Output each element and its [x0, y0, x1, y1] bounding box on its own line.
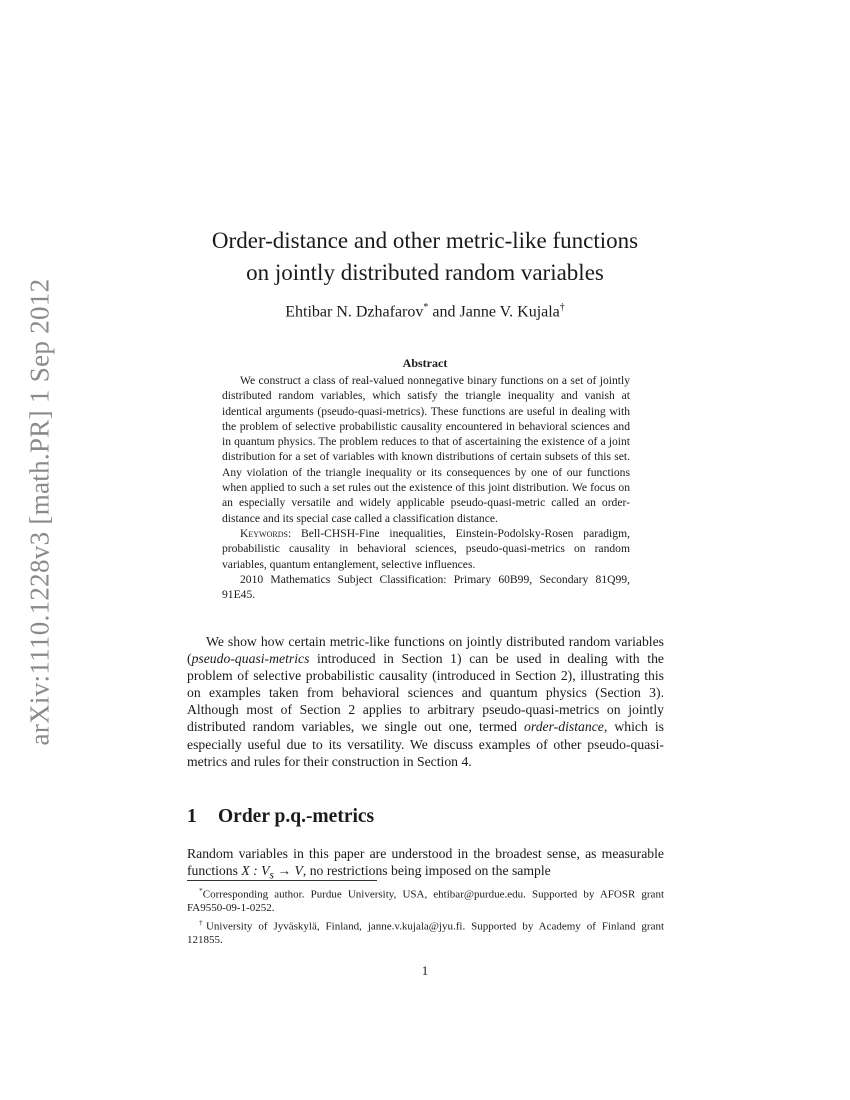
keywords-paragraph — [222, 526, 630, 572]
formula-main: X : V — [241, 863, 270, 879]
intro-text-2: introduced in Section 1) can be used in dealing with the problem of selective probabilistic causality (introduced in Section 2), illustrating this on examples taken from behavioral sciences and quantum physics (Section 3). Although most of Section 2 applies to arbitrary pseudo-quasi-metrics on jointly distributed random variables, we single out one, termed — [187, 651, 664, 735]
arxiv-side-stamp: arXiv:1110.1228v3 [math.PR] 1 Sep 2012 — [24, 278, 55, 746]
author-2-footnote-mark: † — [559, 302, 565, 313]
formula-rest: → V — [273, 863, 303, 879]
footnote-2 — [187, 916, 664, 948]
title-line-1: Order-distance and other metric-like functions — [211, 228, 639, 253]
author-line — [150, 302, 700, 321]
msc-classification: 2010 Mathematics Subject Classification: Primary 60B99, Secondary 81Q99, 91E45. — [222, 572, 630, 602]
footnotes — [187, 884, 664, 948]
author-1: Ehtibar N. Dzhafarov — [285, 303, 424, 321]
keywords-text: : Bell-CHSH-Fine inequalities, Einstein-Podolsky-Rosen paradigm, probabilistic causality in behavioral sciences, pseudo-quasi-metrics on random variables, quantum entanglement, selective influences. — [222, 526, 630, 571]
footnote-1-mark: * — [199, 886, 203, 895]
introduction-text — [187, 633, 664, 770]
author-1-footnote-mark: * — [423, 302, 429, 313]
intro-text-3: , which is especially useful due to its versatility. We discuss examples of other pseudo-quasi-metrics and rules for their construction in Section 4. — [187, 719, 664, 769]
section-body-text — [187, 845, 664, 885]
intro-paragraph — [187, 633, 664, 770]
paper-title — [150, 225, 700, 289]
author-conjunction: and — [428, 303, 460, 321]
keywords-label: Keywords — [240, 526, 288, 540]
inline-formula — [241, 863, 303, 882]
author-2: Janne V. Kujala — [459, 303, 560, 321]
abstract-paragraph: We construct a class of real-valued nonnegative binary functions on a set of jointly distributed random variables, which satisfy the triangle inequality and vanish at identical arguments (pseudo-quasi-metrics). These functions are useful in dealing with the problem of selective probabilistic causality encountered in behavioral sciences and in quantum physics. The problem reduces to that of ascertaining the existence of a joint distribution for a set of variables with known distributions of certain subsets of this set. Any violation of the triangle inequality or its consequences by one of our functions when applied to such a set rules out the existence of this joint distribution. We focus on an especially versatile and widely applicable pseudo-quasi-metric called an order-distance and its special case called a classification distance. — [222, 374, 630, 525]
title-line-2: on jointly distributed random variables — [246, 260, 604, 285]
section-number: 1 — [187, 806, 197, 827]
section-heading — [187, 806, 374, 828]
footnote-2-text: University of Jyväskylä, Finland, janne.v.kujala@jyu.fi. Supported by Academy of Finland grant 121855. — [187, 920, 665, 947]
footnote-rule — [187, 880, 377, 881]
body-text-2: , no restrictions being imposed on the sample — [302, 863, 551, 879]
intro-text-1: We show how certain metric-like functions on jointly distributed random variables ( — [187, 634, 664, 667]
footnote-1-text: Corresponding author. Purdue University, USA, ehtibar@purdue.edu. Supported by AFOSR grant FA9550-09-1-0252. — [187, 888, 664, 915]
section-title: Order p.q.-metrics — [218, 806, 375, 827]
body-text-1: Random variables in this paper are understood in the broadest sense, as measurable functions — [187, 846, 664, 879]
intro-emphasis-2: order-distance — [524, 719, 604, 735]
intro-emphasis-1: pseudo-quasi-metrics — [191, 651, 310, 667]
abstract-heading: Abstract — [402, 356, 448, 370]
page-number: 1 — [421, 963, 429, 978]
body-paragraph — [187, 845, 664, 885]
footnote-2-mark: † — [199, 918, 206, 928]
formula-subscript: s — [269, 869, 274, 882]
footnote-1 — [187, 884, 664, 916]
abstract-block — [222, 373, 630, 602]
